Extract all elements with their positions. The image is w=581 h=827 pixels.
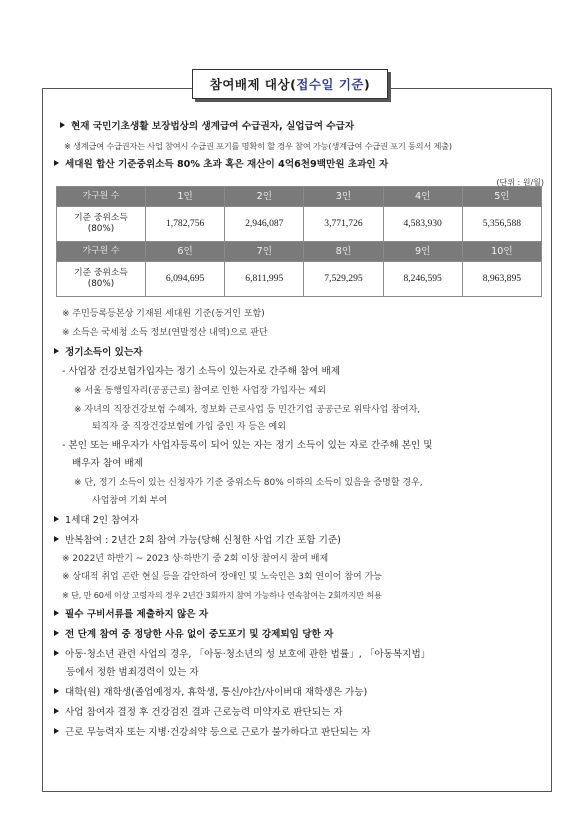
title-highlight: 접수일 기준 bbox=[296, 77, 365, 92]
income-table bbox=[56, 186, 542, 297]
bullet-triangle-icon bbox=[54, 348, 59, 354]
table-header-cell: 10인 bbox=[462, 242, 541, 262]
table-cell: 3,771,726 bbox=[304, 207, 383, 242]
unit-label: (단위 : 원/월) bbox=[496, 178, 544, 187]
note-income-source: ※ 소득은 국세청 소득 정보(연말정산 내역)으로 판단 bbox=[62, 328, 268, 338]
note-livelihood: ※ 생계급여 수급권자는 사업 참여시 수급권 포기를 명확히 할 경우 참여 가능(생계급여 수급권 포기 동의서 제출) bbox=[64, 141, 452, 151]
repeat-note: ※ 2022년 하반기 ~ 2023 상·하반기 중 2회 이상 참여시 참여 배제 bbox=[62, 554, 329, 564]
table-cell: 4,583,930 bbox=[383, 207, 462, 242]
bullet-triangle-icon bbox=[54, 536, 59, 542]
bullet-triangle-icon bbox=[54, 630, 59, 636]
table-header-cell: 4인 bbox=[383, 187, 462, 207]
table-cell: 5,356,588 bbox=[462, 207, 541, 242]
item-youth-crime: 아동·청소년 관련 사업의 경우, 「아동·청소년의 성 보호에 관한 법률」, 「아동복지법」 bbox=[54, 648, 544, 662]
table-header-cell: 8인 bbox=[304, 242, 383, 262]
bullet-triangle-icon bbox=[54, 708, 59, 714]
item-regular-income: 정기소득이 있는자 bbox=[54, 346, 544, 360]
regular-line: - 사업장 건강보험가입자는 정기 소득이 있는자로 간주해 참여 배제 bbox=[62, 366, 341, 377]
table-cell: 6,811,995 bbox=[225, 262, 304, 297]
median-income-label: 기준 중위소득 (80%) bbox=[57, 207, 146, 242]
table-cell: 1,782,756 bbox=[146, 207, 225, 242]
note-household: ※ 주민등록등본상 기재된 세대원 기준(동거인 포함) bbox=[62, 309, 265, 319]
bullet-triangle-icon bbox=[54, 160, 59, 166]
table-header-cell: 1인 bbox=[146, 187, 225, 207]
table-row bbox=[57, 207, 542, 242]
item-one-household: 1세대 2인 참여자 bbox=[54, 514, 544, 528]
item-repeat: 반복참여 : 2년간 2회 참여 가능(당해 신청한 사업 기간 포함 기준) bbox=[54, 534, 544, 548]
document-body bbox=[52, 112, 544, 740]
title-suffix: ) bbox=[364, 76, 371, 92]
item-student: 대학(원) 재학생(졸업예정자, 휴학생, 통신/야간/사이버대 재학생은 가능) bbox=[54, 686, 544, 700]
title-prefix: 참여배제 대상( bbox=[209, 77, 297, 92]
bullet-triangle-icon bbox=[60, 122, 65, 128]
table-header-row bbox=[57, 242, 542, 262]
bullet-triangle-icon bbox=[54, 610, 59, 616]
median-income-label: 기준 중위소득 (80%) bbox=[57, 262, 146, 297]
item-documents: 필수 구비서류를 제출하지 않은 자 bbox=[54, 608, 544, 622]
table-header-cell: 5인 bbox=[462, 187, 541, 207]
bullet-triangle-icon bbox=[54, 688, 59, 694]
household-label: 가구원 수 bbox=[57, 242, 146, 262]
regular-note: ※ 자녀의 직장건강보험 수혜자, 정보화 근로사업 등 민간기업 공공근로 위탁사업 참여자, bbox=[74, 405, 421, 415]
bullet-triangle-icon bbox=[54, 728, 59, 734]
table-cell: 6,094,695 bbox=[146, 262, 225, 297]
repeat-note: ※ 상대적 취업 곤란 현실 등을 감안하여 장애인 및 노숙인은 3회 연이어 참여 가능 bbox=[62, 572, 382, 582]
table-cell: 8,246,595 bbox=[383, 262, 462, 297]
regular-note: ※ 서울 동행일자리(공공근로) 참여로 인한 사업장 가입자는 제외 bbox=[74, 386, 326, 396]
table-header-row bbox=[57, 187, 542, 207]
item-income-criteria: 세대원 합산 기준중위소득 80% 초과 혹은 재산이 4억6천9백만원 초과인 자 bbox=[54, 158, 544, 172]
table-header-cell: 3인 bbox=[304, 187, 383, 207]
table-cell: 8,963,895 bbox=[462, 262, 541, 297]
table-cell: 7,529,295 bbox=[304, 262, 383, 297]
item-incapable: 근로 무능력자 또는 지병·건강쇠약 등으로 근로가 불가하다고 판단되는 자 bbox=[54, 726, 544, 740]
item-livelihood: 현재 국민기초생활 보장법상의 생계급여 수급권자, 실업급여 수급자 bbox=[60, 120, 544, 134]
section-title bbox=[192, 69, 388, 99]
table-cell: 2,946,087 bbox=[225, 207, 304, 242]
household-label: 가구원 수 bbox=[57, 187, 146, 207]
table-header-cell: 7인 bbox=[225, 242, 304, 262]
item-dropout: 전 단계 참여 중 정당한 사유 없이 중도포기 및 강제퇴임 당한 자 bbox=[54, 628, 544, 642]
regular-note: ※ 단, 정기 소득이 있는 신청자가 기준 중위소득 80% 이하의 소득이 있음을 증명할 경우, bbox=[74, 478, 423, 488]
table-row bbox=[57, 262, 542, 297]
item-health-check: 사업 참여자 결정 후 건강검진 결과 근로능력 미약자로 판단되는 자 bbox=[54, 706, 544, 720]
regular-note: 사업참여 기회 부여 bbox=[92, 496, 168, 506]
table-header-cell: 6인 bbox=[146, 242, 225, 262]
regular-note: 퇴직자 중 직장건강보험에 가입 중인 자 등은 예외 bbox=[92, 422, 286, 432]
youth-crime-cont: 등에서 정한 범죄경력이 있는 자 bbox=[66, 667, 199, 678]
table-header-cell: 9인 bbox=[383, 242, 462, 262]
bullet-triangle-icon bbox=[54, 650, 59, 656]
bullet-triangle-icon bbox=[54, 516, 59, 522]
regular-line: 배우자 참여 배제 bbox=[72, 458, 143, 469]
regular-line: - 본인 또는 배우자가 사업자등록이 되어 있는 자는 정기 소득이 있는 자로 간주해 본인 및 bbox=[62, 440, 433, 451]
repeat-note: ※ 단, 만 60세 이상 고령자의 경우 2년간 3회까지 참여 가능하나 연속참여는 2회까지만 허용 bbox=[62, 590, 382, 600]
table-header-cell: 2인 bbox=[225, 187, 304, 207]
